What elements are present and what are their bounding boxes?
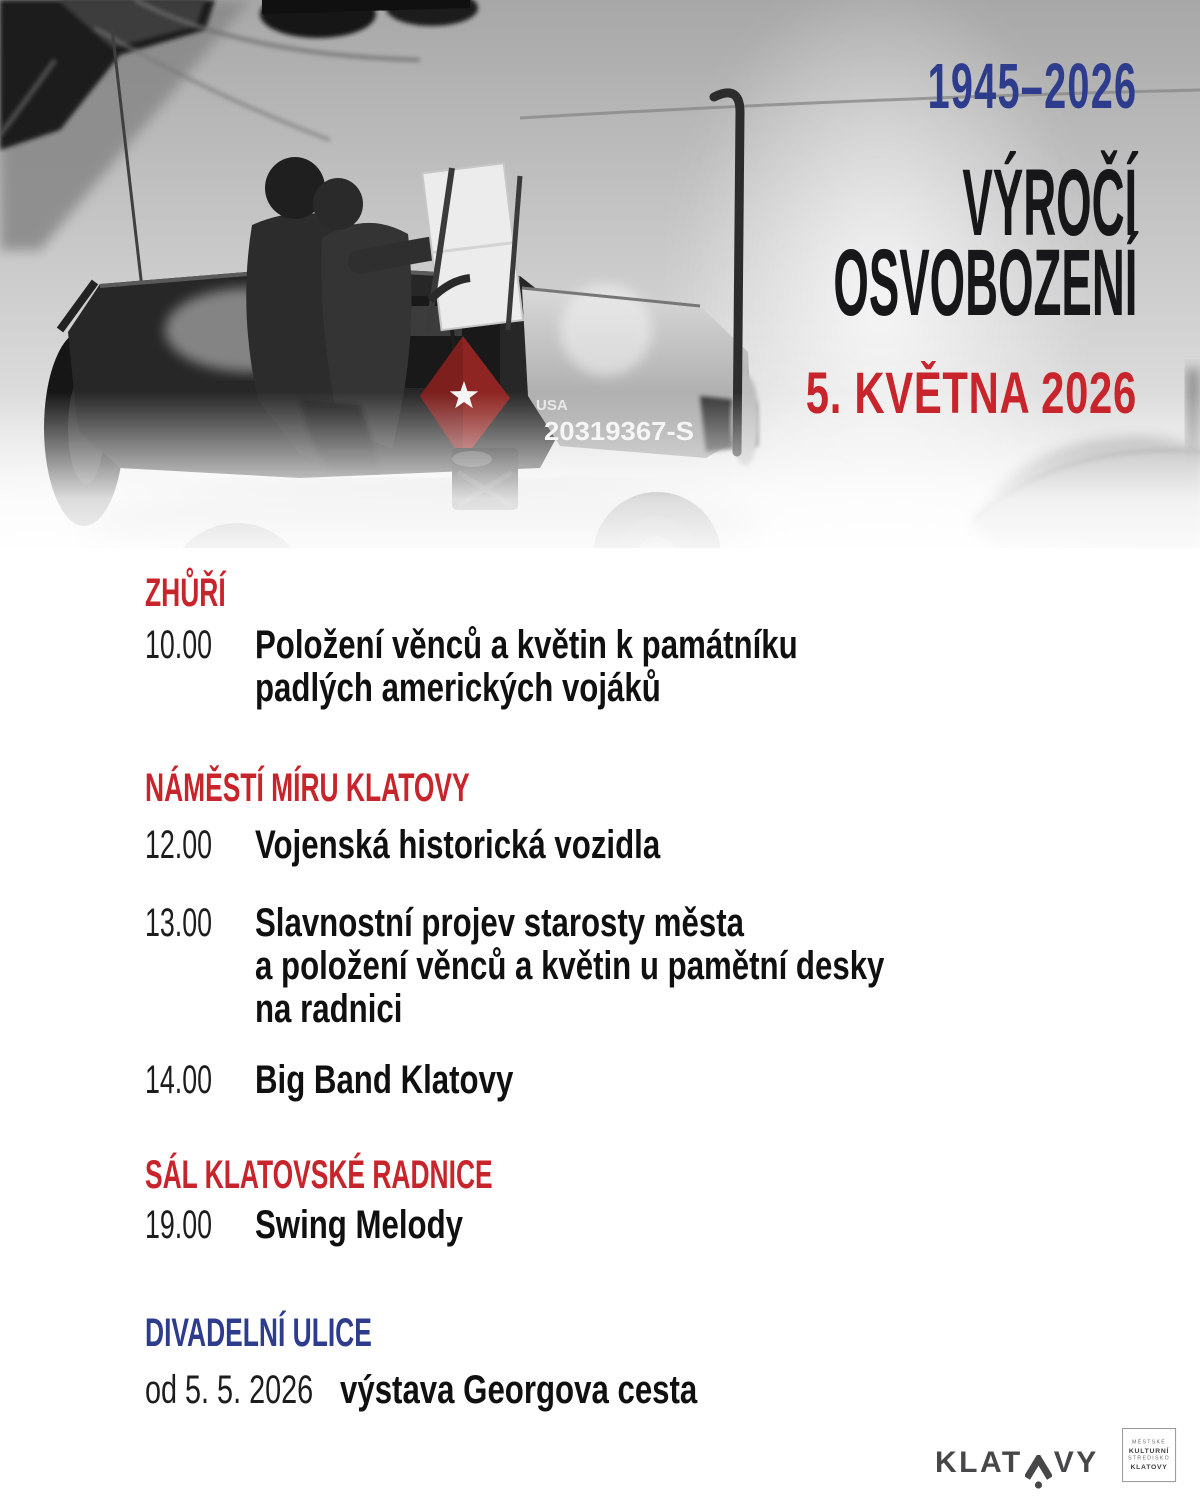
event-time: 14.00	[145, 1058, 213, 1102]
mks-line: KLATOVY	[1130, 1462, 1168, 1471]
years-range: 1945–2026	[927, 50, 1137, 122]
mks-logo	[1122, 1428, 1178, 1484]
venue-heading-zhuri: ZHŮŘÍ	[145, 571, 226, 615]
event-time: od 5. 5. 2026	[145, 1368, 314, 1412]
event-time: 12.00	[145, 823, 213, 867]
event-description: Swing Melody	[255, 1203, 464, 1247]
event-description: Slavnostní projev starosty města a položení věnců a květin u pamětní desky na radnici	[255, 901, 885, 1031]
venue-heading-divadelni-ulice: DIVADELNÍ ULICE	[145, 1311, 372, 1355]
event-time: 13.00	[145, 901, 213, 945]
mks-line: STŘEDISKO	[1128, 1455, 1170, 1462]
poster-title-line1: VÝROČÍ	[962, 150, 1137, 256]
wordmark-right: VY	[1053, 1446, 1099, 1479]
event-date: 5. KVĚTNA 2026	[805, 361, 1137, 426]
event-time: 10.00	[145, 623, 213, 667]
klatovy-arrow-o-icon	[1025, 1455, 1052, 1489]
wordmark-left: KLAT	[935, 1446, 1023, 1479]
mks-logo-box	[1122, 1428, 1176, 1482]
event-description: Položení věnců a květin k památníku padlých amerických vojáků	[255, 623, 798, 710]
event-description: výstava Georgova cesta	[340, 1368, 698, 1412]
poster-title-line2: OSVOBOZENÍ	[832, 230, 1137, 336]
event-time: 19.00	[145, 1203, 213, 1247]
mks-line: KULTURNÍ	[1128, 1446, 1170, 1455]
mks-line: MĚSTSKÉ	[1132, 1439, 1167, 1446]
event-description: Vojenská historická vozidla	[255, 823, 661, 867]
event-description: Big Band Klatovy	[255, 1058, 514, 1102]
helmet	[313, 178, 363, 230]
venue-heading-sal-radnice: SÁL KLATOVSKÉ RADNICE	[145, 1153, 493, 1197]
venue-heading-namesti-miru: NÁMĚSTÍ MÍRU KLATOVY	[145, 766, 470, 810]
klatovy-city-logo	[935, 1448, 1099, 1489]
